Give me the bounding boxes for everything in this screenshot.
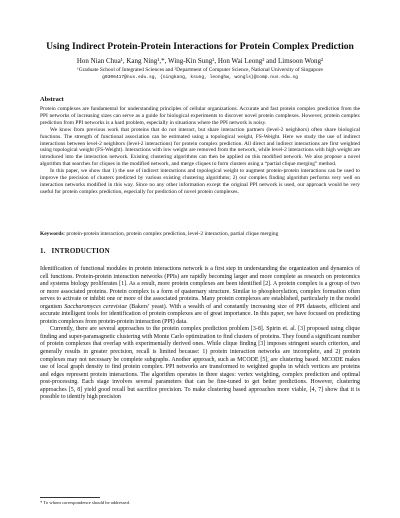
- species-name: Saccharomyces cerevisiae: [64, 303, 128, 310]
- intro-paragraph: [40, 266, 360, 326]
- abstract-paragraph: In this paper, we show that 1) the use of indirect interactions and topological weight to augment protein-protein interactions can be used to improve the precision of clusters predicted by various existing clustering algorithms; 2) our complex finding algorithm performs very well on interaction networks modified in this way. Since no any other information except the original PPI network is used, our approach would be very useful for protein complex prediction, especially for prediction of novel protein complexes.: [40, 168, 360, 195]
- keywords-line: [40, 231, 360, 238]
- intro-paragraph: Currently, there are several approaches to the protein complex prediction problem [3-8]. Spirin et. al. [3] proposed using clique finding and super-paramagnetic clustering with Monte Carlo optimization to find clusters of proteins. They found a significant number of protein complexes that overlap with experimentally derived ones. While clique finding [3] imposes stringent search criterion, and generally results in greater precision, recall is limited because: 1) protein interaction networks are incomplete, and 2) protein complexes may not necessary be complete subgraphs. Another approach, such as MCODE [5], are clustering based. MCODE makes use of local graph density to find protein complex. PPI networks are transformed to weighted graphs in which vertices are proteins and edges represent protein interactions. The algorithm operates in three stages: vertex weighting, complex prediction and optimal post-processing. Each stage involves several parameters that can be fine-tuned to get better predictions. However, clustering approaches [5, 8] yield good recall but sacrifice precision. To make clustering based approaches more viable, [4, 7] show that it is possible to identify high precision: [40, 326, 360, 401]
- abstract-paragraph: Protein complexes are fundamental for understanding principles of cellular organizations. Accurate and fast protein complex prediction from the PPI networks of increasing sizes can serve as a guide for biological experiments to discover novel protein complexes. However, protein complex prediction from PPI networks is a hard problem, especially in situations where the PPI network is noisy.: [40, 106, 360, 126]
- section-heading-introduction: [40, 247, 110, 256]
- section-number: 1.: [40, 247, 46, 255]
- footnote-rule: [40, 497, 100, 498]
- author-list: Hon Nian Chua¹, Kang Ning¹,*, Wing-Kin Sung², Hon Wai Leong² and Limsoon Wong²: [76, 57, 324, 65]
- footnote: * To whom correspondence should be addressed.: [40, 500, 131, 505]
- abstract-heading: Abstract: [40, 96, 64, 103]
- intro-text: (Bakers’ yeast). With a wealth of and constantly increasing size of PPI datasets, efficient and accurate intelligent tools for identification of protein complexes are of great importance. In this paper, we have focused on predicting protein complexes from protein-protein interaction (PPI) data.: [40, 303, 361, 325]
- intro-text: Identification of functional modules in protein interactions network is a first step in understanding the organization and dynamics of cell functions. Protein-protein interaction networks (PPIs) are rapidly becoming larger and more complete as research on proteomics and systems biology proliferates [1]. As a result, more protein complexes are been identified [2]. A protein complex is a group of two or more associated proteins. Protein complex is a form of quaternary structure. Similar to phosphorylation, complex formation often serves to activate or inhibit one or more of the associated proteins. Many protein complexes are established, particularly in the model organism: [40, 266, 360, 310]
- keywords-label: Keywords: [40, 231, 64, 237]
- keywords-text: : protein-protein interaction, protein complex prediction, level-2 interaction, partial clique merging: [63, 231, 279, 237]
- affiliation: ¹Graduate School of Integrated Sciences and ²Department of Computer Science, National University of Singapore: [77, 67, 323, 73]
- introduction-body: [40, 266, 360, 402]
- email-addresses: g0306417@nus.edu.sg, {ningkang, ksung, leonghw, wongls}@comp.nus.edu.sg: [102, 75, 298, 80]
- paper-title: Using Indirect Protein-Protein Interactions for Protein Complex Prediction: [46, 41, 354, 52]
- abstract-body: [40, 106, 360, 196]
- section-title: INTRODUCTION: [51, 247, 110, 255]
- abstract-paragraph: We know from previous work that proteins that do not interact, but share interaction partners (level-2 neighbors) often share biological functions. The strength of functional association can be estimated using a topological weight, FS-Weight. Here we study the use of indirect interactions between level-2 neighbors (level-2 interactions) for protein complex prediction. All direct and indirect interactions are first weighted using topological weight (FS-Weight). Interactions with low weight are removed from the network, while level-2 interactions with high weight are introduced into the interaction network. Existing clustering algorithms can then be applied on this modified network. We also propose a novel algorithm that searches for cliques in the modified network, and merge cliques to form clusters using a “partial clique merging” method.: [40, 126, 360, 168]
